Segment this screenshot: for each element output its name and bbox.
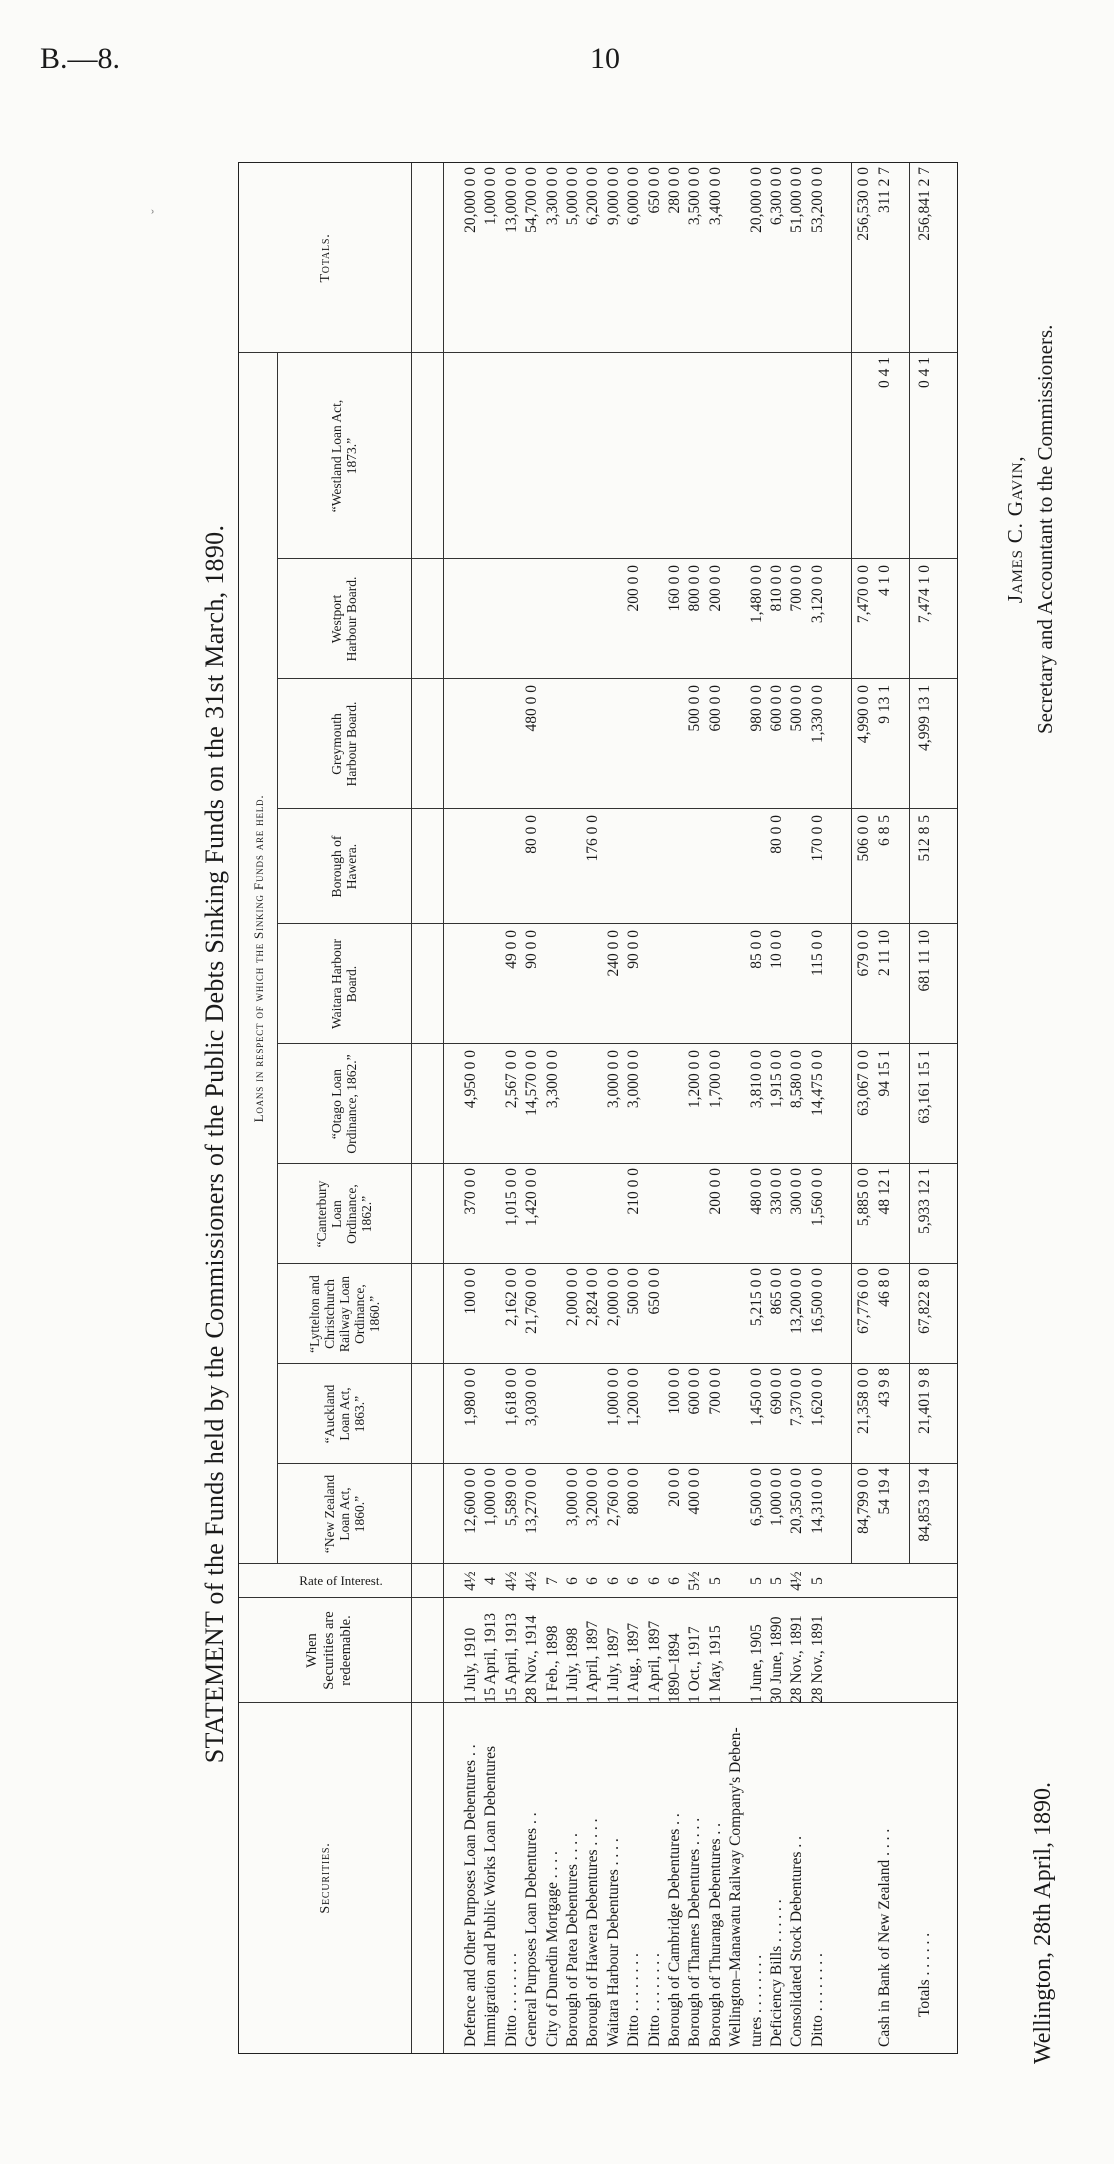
interest-rate: 6 bbox=[645, 1577, 663, 1585]
amount-cell: 90 0 0 bbox=[625, 930, 643, 969]
amount-cell: 1,000 0 0 bbox=[768, 1468, 785, 1527]
amount-cell: 1,000 0 0 bbox=[604, 1368, 622, 1427]
subtotal-row bbox=[854, 163, 873, 2053]
row-total: 5,000 0 0 bbox=[564, 167, 581, 226]
amount-cell: 200 0 0 bbox=[706, 1168, 724, 1215]
table-row bbox=[747, 163, 766, 2053]
amount-cell: 810 0 0 bbox=[768, 565, 785, 612]
redeemable-date: 1 July, 1898 bbox=[564, 1627, 581, 1703]
security-name: Ditto . . . . . . . . bbox=[625, 1953, 643, 2047]
row-total: 54,700 0 0 bbox=[523, 167, 541, 233]
interest-rate: 5 bbox=[706, 1577, 724, 1585]
amount-cell: 1,015 0 0 bbox=[502, 1168, 520, 1227]
table-row bbox=[726, 163, 745, 2053]
amount-cell: 3,000 0 0 bbox=[564, 1468, 581, 1527]
amount-cell: 13,270 0 0 bbox=[523, 1468, 541, 1534]
interest-rate: 6 bbox=[625, 1577, 643, 1585]
security-name: City of Dunedin Mortgage . . . . bbox=[543, 1851, 561, 2047]
header-col-new-zealand-loan-act: “New Zealand Loan Act, 1860.” bbox=[321, 1474, 367, 1554]
interest-rate: 6 bbox=[564, 1577, 581, 1585]
amount-cell: 3,000 0 0 bbox=[625, 1050, 643, 1109]
redeemable-date: 1 May, 1915 bbox=[706, 1625, 724, 1703]
table-row bbox=[665, 163, 684, 2053]
amount-cell: 63,067 0 0 bbox=[855, 1050, 873, 1116]
redeemable-date: 1 Oct., 1917 bbox=[686, 1626, 704, 1703]
row-total: 6,200 0 0 bbox=[584, 167, 602, 226]
amount-cell: 85 0 0 bbox=[747, 930, 765, 969]
amount-cell: 210 0 0 bbox=[625, 1168, 643, 1215]
amount-cell: 3,300 0 0 bbox=[543, 1050, 561, 1109]
row-total: 20,000 0 0 bbox=[462, 167, 479, 233]
row-total: 1,000 0 0 bbox=[482, 167, 500, 226]
amount-cell: 9 13 1 bbox=[876, 685, 894, 724]
amount-cell: 1,000 0 0 bbox=[482, 1468, 500, 1527]
security-name: Ditto . . . . . . . . bbox=[645, 1953, 663, 2047]
redeemable-date: 28 Nov., 1914 bbox=[523, 1615, 541, 1703]
signature-block bbox=[1000, 325, 1060, 734]
amount-cell: 49 0 0 bbox=[502, 930, 520, 969]
statement-table bbox=[238, 162, 958, 2054]
amount-cell: 67,776 0 0 bbox=[855, 1268, 873, 1334]
amount-cell: 6 8 5 bbox=[876, 815, 894, 846]
paper-mark: ˇ bbox=[150, 209, 165, 214]
row-total: 650 0 0 bbox=[645, 167, 663, 214]
amount-cell: 1,200 0 0 bbox=[686, 1050, 704, 1109]
amount-cell: 7,370 0 0 bbox=[788, 1368, 806, 1427]
amount-cell: 800 0 0 bbox=[625, 1468, 643, 1515]
amount-cell: 1,620 0 0 bbox=[808, 1368, 826, 1427]
table-row bbox=[624, 163, 643, 2053]
security-name: Ditto . . . . . . . . bbox=[808, 1953, 826, 2047]
amount-cell: 650 0 0 bbox=[645, 1268, 663, 1315]
amount-cell: 13,200 0 0 bbox=[788, 1268, 806, 1334]
amount-cell: 800 0 0 bbox=[686, 565, 704, 612]
amount-cell: 21,358 0 0 bbox=[855, 1368, 873, 1434]
row-total: 311 2 7 bbox=[876, 167, 894, 213]
redeemable-date: 1 April, 1897 bbox=[584, 1620, 602, 1703]
header-col-greymouth-harbour: Greymouth Harbour Board. bbox=[329, 701, 359, 787]
header-col-westport-harbour: Westport Harbour Board. bbox=[329, 576, 359, 662]
table-row bbox=[461, 163, 480, 2053]
amount-cell: 84,799 0 0 bbox=[855, 1468, 873, 1534]
redeemable-date: 1 July, 1910 bbox=[462, 1627, 479, 1703]
row-total: 280 0 0 bbox=[666, 167, 683, 214]
row-total: 256,530 0 0 bbox=[855, 167, 873, 241]
amount-cell: 3,810 0 0 bbox=[747, 1050, 765, 1109]
redeemable-date: 1890–1894 bbox=[666, 1633, 683, 1703]
page-header-code: B.—8. bbox=[40, 42, 121, 75]
amount-cell: 14,570 0 0 bbox=[523, 1050, 541, 1116]
amount-cell: 4 1 0 bbox=[876, 565, 894, 596]
interest-rate: 5½ bbox=[686, 1571, 704, 1591]
amount-cell: 14,475 0 0 bbox=[808, 1050, 826, 1116]
amount-cell: 400 0 0 bbox=[686, 1468, 704, 1515]
interest-rate: 4½ bbox=[502, 1571, 520, 1591]
statement-title: STATEMENT of the Funds held by the Commissioners of the Public Debts Sinking Funds on the 31st March, 1890. bbox=[200, 524, 229, 1764]
table-row bbox=[685, 163, 704, 2053]
amount-cell: 80 0 0 bbox=[523, 815, 541, 854]
security-name: Borough of Patea Debentures . . . . bbox=[564, 1833, 581, 2047]
header-col-auckland-loan-act: “Auckland Loan Act, 1863.” bbox=[321, 1384, 367, 1444]
interest-rate: 5 bbox=[808, 1577, 826, 1585]
row-total: 51,000 0 0 bbox=[788, 167, 806, 233]
amount-cell: 200 0 0 bbox=[706, 565, 724, 612]
table-row bbox=[604, 163, 623, 2053]
redeemable-date: 15 April, 1913 bbox=[482, 1613, 500, 1703]
interest-rate: 6 bbox=[584, 1577, 602, 1585]
header-col-lyttelton-railway: “Lyttelton and Christchurch Railway Loan Ordinance, 1860.” bbox=[306, 1275, 382, 1353]
amount-cell: 3,200 0 0 bbox=[584, 1468, 602, 1527]
table-row bbox=[706, 163, 725, 2053]
security-name: Ditto . . . . . . . . bbox=[502, 1953, 520, 2047]
redeemable-date: 1 Aug., 1897 bbox=[625, 1622, 643, 1703]
amount-cell: 5,589 0 0 bbox=[502, 1468, 520, 1527]
footer-place-date: Wellington, 28th April, 1890. bbox=[1030, 1781, 1056, 2064]
amount-cell: 500 0 0 bbox=[686, 685, 704, 732]
amount-cell: 480 0 0 bbox=[523, 685, 541, 732]
amount-cell: 7,474 1 0 bbox=[916, 565, 934, 624]
amount-cell: 3,000 0 0 bbox=[604, 1050, 622, 1109]
signatory-role: Secretary and Accountant to the Commissioners. bbox=[1033, 324, 1057, 734]
amount-cell: 1,618 0 0 bbox=[502, 1368, 520, 1427]
amount-cell: 90 0 0 bbox=[523, 930, 541, 969]
amount-cell: 2,162 0 0 bbox=[502, 1268, 520, 1327]
amount-cell: 16,500 0 0 bbox=[808, 1268, 826, 1334]
amount-cell: 1,915 0 0 bbox=[768, 1050, 785, 1109]
row-total: 53,200 0 0 bbox=[808, 167, 826, 233]
amount-cell: 865 0 0 bbox=[768, 1268, 785, 1315]
amount-cell: 500 0 0 bbox=[788, 685, 806, 732]
amount-cell: 679 0 0 bbox=[855, 930, 873, 977]
header-totals: Totals. bbox=[317, 233, 333, 283]
amount-cell: 506 0 0 bbox=[855, 815, 873, 862]
cash-row bbox=[875, 163, 894, 2053]
amount-cell: 512 8 5 bbox=[916, 815, 934, 862]
security-name: Borough of Cambridge Debentures . . bbox=[666, 1813, 683, 2047]
header-col-borough-hawera: Borough of Hawera. bbox=[329, 835, 359, 898]
interest-rate: 4½ bbox=[788, 1571, 806, 1591]
table-row bbox=[767, 163, 786, 2053]
amount-cell: 115 0 0 bbox=[808, 930, 826, 976]
amount-cell: 500 0 0 bbox=[625, 1268, 643, 1315]
header-col-canterbury-loan: “Canterbury Loan Ordinance, 1862.” bbox=[314, 1180, 374, 1248]
amount-cell: 980 0 0 bbox=[747, 685, 765, 732]
amount-cell: 21,760 0 0 bbox=[523, 1268, 541, 1334]
row-total: 13,000 0 0 bbox=[502, 167, 520, 233]
header-loans-group: Loans in respect of which the Sinking Funds are held. bbox=[250, 794, 266, 1123]
amount-cell: 48 12 1 bbox=[876, 1168, 894, 1215]
redeemable-date: 1 June, 1905 bbox=[747, 1624, 765, 1703]
redeemable-date: 15 April, 1913 bbox=[502, 1613, 520, 1703]
amount-cell: 4,990 0 0 bbox=[855, 685, 873, 744]
row-total: 256,841 2 7 bbox=[916, 167, 934, 241]
amount-cell: 1,980 0 0 bbox=[462, 1368, 479, 1427]
amount-cell: 1,330 0 0 bbox=[808, 685, 826, 744]
security-name: Consolidated Stock Debentures . . bbox=[788, 1836, 806, 2047]
amount-cell: 94 15 1 bbox=[876, 1050, 894, 1097]
amount-cell: 5,933 12 1 bbox=[916, 1168, 934, 1234]
amount-cell: 330 0 0 bbox=[768, 1168, 785, 1215]
security-name: Defence and Other Purposes Loan Debentures . . bbox=[462, 1744, 479, 2047]
row-total: 3,400 0 0 bbox=[706, 167, 724, 226]
interest-rate: 6 bbox=[666, 1577, 683, 1585]
row-total: 3,300 0 0 bbox=[543, 167, 561, 226]
amount-cell: 600 0 0 bbox=[686, 1368, 704, 1415]
amount-cell: 80 0 0 bbox=[768, 815, 785, 854]
row-total: 6,000 0 0 bbox=[625, 167, 643, 226]
page-number: 10 bbox=[590, 42, 620, 75]
amount-cell: 5,215 0 0 bbox=[747, 1268, 765, 1327]
amount-cell: 1,200 0 0 bbox=[625, 1368, 643, 1427]
security-name: Waitara Harbour Debentures . . . . bbox=[604, 1838, 622, 2047]
amount-cell: 240 0 0 bbox=[604, 930, 622, 977]
amount-cell: 100 0 0 bbox=[462, 1268, 479, 1315]
security-name: Cash in Bank of New Zealand . . . . bbox=[876, 1828, 894, 2047]
table-row bbox=[481, 163, 500, 2053]
amount-cell: 200 0 0 bbox=[625, 565, 643, 612]
security-name: General Purposes Loan Debentures . . bbox=[523, 1812, 541, 2047]
amount-cell: 63,161 15 1 bbox=[916, 1050, 934, 1124]
table-row bbox=[563, 163, 582, 2053]
amount-cell: 1,480 0 0 bbox=[747, 565, 765, 624]
row-total: 3,500 0 0 bbox=[686, 167, 704, 226]
security-name: Totals . . . . . . bbox=[916, 1932, 934, 2017]
row-total: 20,000 0 0 bbox=[747, 167, 765, 233]
table-row bbox=[543, 163, 562, 2053]
amount-cell: 600 0 0 bbox=[768, 685, 785, 732]
redeemable-date: 28 Nov., 1891 bbox=[788, 1615, 806, 1703]
security-name: Deficiency Bills . . . . . . bbox=[768, 1899, 785, 2047]
security-name: Borough of Thames Debentures . . . . bbox=[686, 1817, 704, 2047]
amount-cell: 176 0 0 bbox=[584, 815, 602, 862]
table-row bbox=[808, 163, 827, 2053]
interest-rate: 4½ bbox=[523, 1571, 541, 1591]
table-row bbox=[522, 163, 541, 2053]
amount-cell: 21,401 9 8 bbox=[916, 1368, 934, 1434]
amount-cell: 46 8 0 bbox=[876, 1268, 894, 1307]
amount-cell: 3,030 0 0 bbox=[523, 1368, 541, 1427]
amount-cell: 67,822 8 0 bbox=[916, 1268, 934, 1334]
amount-cell: 690 0 0 bbox=[768, 1368, 785, 1415]
redeemable-date: 1 April, 1897 bbox=[645, 1620, 663, 1703]
amount-cell: 170 0 0 bbox=[808, 815, 826, 862]
amount-cell: 3,120 0 0 bbox=[808, 565, 826, 624]
table-row bbox=[787, 163, 806, 2053]
redeemable-date: 28 Nov., 1891 bbox=[808, 1615, 826, 1703]
header-rate: Rate of Interest. bbox=[299, 1573, 383, 1588]
amount-cell: 10 0 0 bbox=[768, 930, 785, 969]
amount-cell: 1,560 0 0 bbox=[808, 1168, 826, 1227]
amount-cell: 20,350 0 0 bbox=[788, 1468, 806, 1534]
amount-cell: 54 19 4 bbox=[876, 1468, 894, 1515]
amount-cell: 14,310 0 0 bbox=[808, 1468, 826, 1534]
amount-cell: 1,700 0 0 bbox=[706, 1050, 724, 1109]
amount-cell: 700 0 0 bbox=[788, 565, 806, 612]
amount-cell: 0 4 1 bbox=[916, 357, 934, 388]
redeemable-date: 30 June, 1890 bbox=[768, 1616, 785, 1703]
interest-rate: 5 bbox=[747, 1577, 765, 1585]
amount-cell: 2,000 0 0 bbox=[604, 1268, 622, 1327]
header-col-waitara-harbour: Waitara Harbour Board. bbox=[329, 939, 359, 1029]
interest-rate: 4½ bbox=[462, 1571, 479, 1591]
interest-rate: 6 bbox=[604, 1577, 622, 1585]
redeemable-date: 1 July, 1897 bbox=[604, 1627, 622, 1703]
amount-cell: 2,760 0 0 bbox=[604, 1468, 622, 1527]
amount-cell: 4,950 0 0 bbox=[462, 1050, 479, 1109]
header-securities: Securities. bbox=[317, 1842, 333, 1914]
amount-cell: 1,420 0 0 bbox=[523, 1168, 541, 1227]
amount-cell: 681 11 10 bbox=[916, 930, 934, 992]
totals-row bbox=[915, 163, 934, 2053]
amount-cell: 2,567 0 0 bbox=[502, 1050, 520, 1109]
amount-cell: 7,470 0 0 bbox=[855, 565, 873, 624]
amount-cell: 2 11 10 bbox=[876, 930, 894, 976]
redeemable-date: 1 Feb., 1898 bbox=[543, 1625, 561, 1703]
table-row bbox=[502, 163, 521, 2053]
amount-cell: 4,999 13 1 bbox=[916, 685, 934, 751]
amount-cell: 2,824 0 0 bbox=[584, 1268, 602, 1327]
amount-cell: 300 0 0 bbox=[788, 1168, 806, 1215]
amount-cell: 20 0 0 bbox=[666, 1468, 683, 1507]
amount-cell: 84,853 19 4 bbox=[916, 1468, 934, 1542]
security-name: tures . . . . . . . . bbox=[747, 1954, 765, 2047]
amount-cell: 370 0 0 bbox=[462, 1168, 479, 1215]
amount-cell: 5,885 0 0 bbox=[855, 1168, 873, 1227]
amount-cell: 1,450 0 0 bbox=[747, 1368, 765, 1427]
amount-cell: 2,000 0 0 bbox=[564, 1268, 581, 1327]
amount-cell: 0 4 1 bbox=[876, 357, 894, 388]
table-row bbox=[645, 163, 664, 2053]
header-redeemable: When Securities are redeemable. bbox=[303, 1611, 354, 1690]
amount-cell: 160 0 0 bbox=[666, 565, 683, 612]
interest-rate: 4 bbox=[482, 1577, 500, 1585]
amount-cell: 600 0 0 bbox=[706, 685, 724, 732]
security-name: Immigration and Public Works Loan Debentures bbox=[482, 1745, 500, 2047]
table-row bbox=[583, 163, 602, 2053]
security-name: Borough of Thuranga Debentures . . bbox=[706, 1823, 724, 2047]
interest-rate: 5 bbox=[768, 1577, 785, 1585]
amount-cell: 6,500 0 0 bbox=[747, 1468, 765, 1527]
security-name: Borough of Hawera Debentures . . . . bbox=[584, 1818, 602, 2047]
interest-rate: 7 bbox=[543, 1577, 561, 1585]
header-col-otago-loan: “Otago Loan Ordinance, 1862.” bbox=[329, 1054, 359, 1154]
amount-cell: 8,580 0 0 bbox=[788, 1050, 806, 1109]
amount-cell: 480 0 0 bbox=[747, 1168, 765, 1215]
signatory-name: James C. Gavin, bbox=[1003, 455, 1027, 604]
row-total: 9,000 0 0 bbox=[604, 167, 622, 226]
amount-cell: 100 0 0 bbox=[666, 1368, 683, 1415]
amount-cell: 43 9 8 bbox=[876, 1368, 894, 1407]
amount-cell: 700 0 0 bbox=[706, 1368, 724, 1415]
amount-cell: 12,600 0 0 bbox=[462, 1468, 479, 1534]
row-total: 6,300 0 0 bbox=[768, 167, 785, 226]
header-col-westland-loan-act: “Westland Loan Act, 1873.” bbox=[329, 399, 359, 513]
security-name: Wellington–Manawatu Railway Company's Deben- bbox=[727, 1727, 745, 2047]
